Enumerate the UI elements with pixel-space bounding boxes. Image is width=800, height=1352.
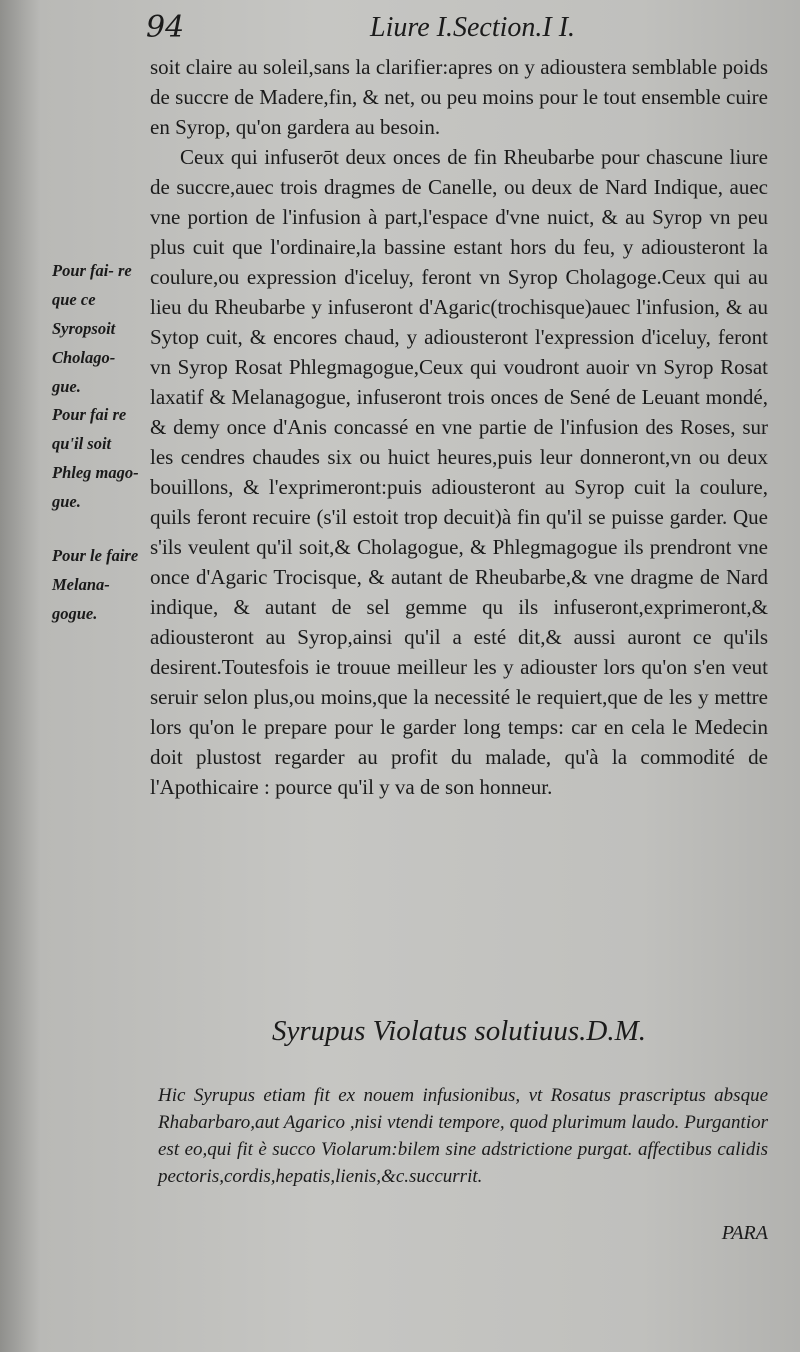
paragraph-syrup-variants: Ceux qui infuserōt deux onces de fin Rheubarbe pour chascune liure de succre,auec trois dragmes de Canelle, ou deux de Nard Indique, auec vne portion de l'infusion à part,l'espace d'vne nuict, & au Syrop vn peu plus cuit que l'ordinaire,la bassine estant hors du feu, y adiousteront la coulure,ou expression d'iceluy, feront vn Syrop Cholagoge.Ceux qui au lieu du Rheubarbe y infuseront d'Agaric(trochisque)auec l'infusion, & au Sytop cuit, & encores chaud, y adiousteront l'expression d'iceluy, feront vn Syrop Rosat Phlegmagogue,Ceux qui voudront auoir vn Syrop Rosat laxatif & Melanagogue, infuseront trois onces de Sené de Leuant mondé, & demy once d'Anis concassé en vne partie de l'infusion des Roses, sur les cendres chaudes six ou huict heures,puis leur donneront,vn ou deux bouillons, & l'exprimeront:puis adiousteront au Syrop cuit la coulure, quils feront recuire (s'il estoit trop decuit)à fin qu'il se puisse garder. Que s'ils veulent qu'il soit,& Cholagogue, & Phlegmagogue ils prendront vne once d'Agaric Trocisque, & autant de Rheubarbe,& vne dragme de Nard indique, & autant de sel gemme qu ils infuseront,exprimeront,& adiousteront au Syrop,ainsi qu'il a esté dit,& aussi auront ce qu'ils desirent.Toutesfois ie trouue meilleur les y adiouster lors qu'on s'en veut seruir selon plus,ou moins,que la necessité le requiert,que de les y mettre lors qu'on le prepare pour le garder long temps: car en cela le Medecin doit plustost regarder au profit du malade, qu'à la commodité de l'Apothicaire : pource qu'il y va de son honneur. (150, 145, 768, 799)
main-text (150, 52, 768, 802)
paragraph-continuation: soit claire au soleil,sans la clarifier:apres on y adioustera semblable poids de succre de Madere,fin, & net, ou peu moins pour le tout ensemble cuire en Syrop, qu'on gardera au besoin. (150, 55, 768, 139)
margin-note-cholagogue: Pour fai- re que ce Syropsoit Cholago- gue. (52, 261, 132, 396)
margin-note-melanagogue: Pour le faire Melana- gogue. (52, 546, 139, 623)
page-header (0, 8, 800, 52)
section-title: Syrupus Violatus solutiuus.D.M. (271, 1015, 647, 1047)
margin-note-phlegmagogue: Pour fai re qu'il soit Phleg mago- gue. (52, 405, 139, 511)
running-head: Liure I.Section.I I. (370, 12, 576, 43)
page-number: 94 (146, 10, 185, 45)
catchword: PARA (721, 1222, 768, 1244)
latin-paragraph: Hic Syrupus etiam fit ex nouem infusionibus, vt Rosatus prascriptus absque Rhabarbaro,aut Agarico ,nisi vtendi tempore, quod plurimum laudo. Purgantior est eo,qui fit è succo Violarum:bilem sine adstrictione purgat. affectibus calidis pectoris,cordis,hepatis,lienis,&c.succurrit. (158, 1085, 768, 1187)
